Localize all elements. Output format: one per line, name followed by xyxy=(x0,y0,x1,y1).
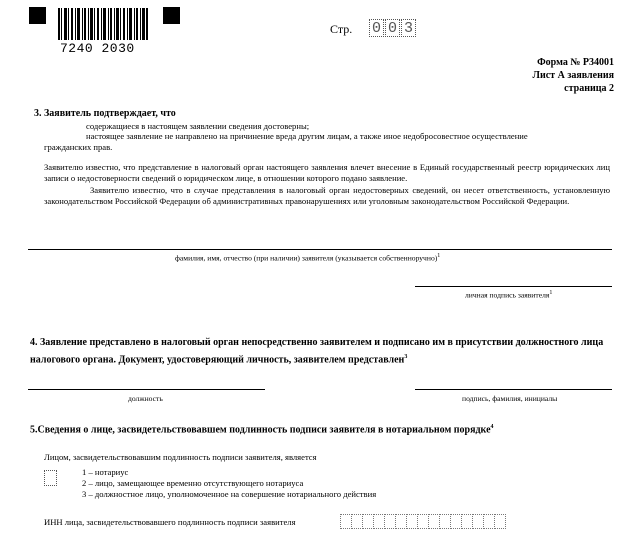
page-number-cells xyxy=(369,19,417,37)
notary-option-1: 1 – нотариус xyxy=(82,467,129,477)
signature-caption: личная подпись заявителя$^1$ xyxy=(465,290,553,300)
barcode xyxy=(58,8,148,40)
corner-marker-left xyxy=(29,7,46,24)
fio-caption: фамилия, имя, отчество (при наличии) заявителя (указывается собственноручно)$^1$ xyxy=(175,253,441,263)
inn-label: ИНН лица, засвидетельствовавшего подлинность подписи заявителя xyxy=(44,517,296,527)
form-number: Форма № Р34001 xyxy=(537,57,614,68)
position-caption: должность xyxy=(128,394,163,403)
corner-marker-right xyxy=(163,7,180,24)
page-digit-cell: 0 xyxy=(369,19,384,37)
section5-title: 5.Сведения о лице, засвидетельствовавшем подлинность подписи заявителя в нотариальном порядке$^4$ xyxy=(30,424,494,436)
section4-title: 4. Заявление представлено в налоговый орган непосредственно заявителем и подписано им в присутствии должностного лица налогового органа. Документ, удостоверяющий личность, заявителем представлен$^3$ xyxy=(30,337,604,366)
page-subtitle: страница 2 xyxy=(564,83,614,94)
official-sign-line[interactable] xyxy=(415,389,612,390)
position-line[interactable] xyxy=(28,389,265,390)
page-digit-cell: 0 xyxy=(385,19,400,37)
section3-title: 3. Заявитель подтверждает, что xyxy=(34,108,176,119)
section3-line2: настоящее заявление не направлено на причинение вреда другим лицам, а также иное недобросовестное осуществление xyxy=(86,131,528,141)
section3-para2: Заявителю известно, что представление в налоговый орган настоящего заявления влечет внесение в Единый государственный реестр юридических лиц записи о недостоверности сведений о юридическом лице, в отношении которого подано заявление. xyxy=(44,162,610,183)
official-sign-caption: подпись, фамилия, инициалы xyxy=(462,394,558,403)
form-header xyxy=(533,56,614,95)
notary-option-3: 3 – должностное лицо, уполномоченное на совершение нотариального действия xyxy=(82,489,377,499)
page-label: Стр. xyxy=(330,22,353,36)
barcode-number: 7240 2030 xyxy=(60,41,135,56)
page-digit-cell: 3 xyxy=(401,19,416,37)
fio-line[interactable] xyxy=(28,249,612,250)
section5-who-label: Лицом, засвидетельствовавшим подлинность подписи заявителя, является xyxy=(44,452,317,462)
inn-cells[interactable] xyxy=(340,514,505,529)
section3-line1: содержащиеся в настоящем заявлении сведения достоверны; xyxy=(86,121,310,131)
section3-para3: Заявителю известно, что в случае представления в налоговый орган недостоверных сведений, он несет ответственность, установленную законодательством Российской Федерации об административных правонарушениях или уголовным законодательством Российской Федерации. xyxy=(44,185,610,206)
notary-option-2: 2 – лицо, замещающее временно отсутствующего нотариуса xyxy=(82,478,304,488)
inn-digit-cell[interactable] xyxy=(494,514,506,529)
sheet-label: Лист А заявления xyxy=(532,70,614,81)
signature-line[interactable] xyxy=(415,286,612,287)
section3-line2b: гражданских прав. xyxy=(44,142,113,152)
notary-type-cell[interactable] xyxy=(44,470,57,486)
